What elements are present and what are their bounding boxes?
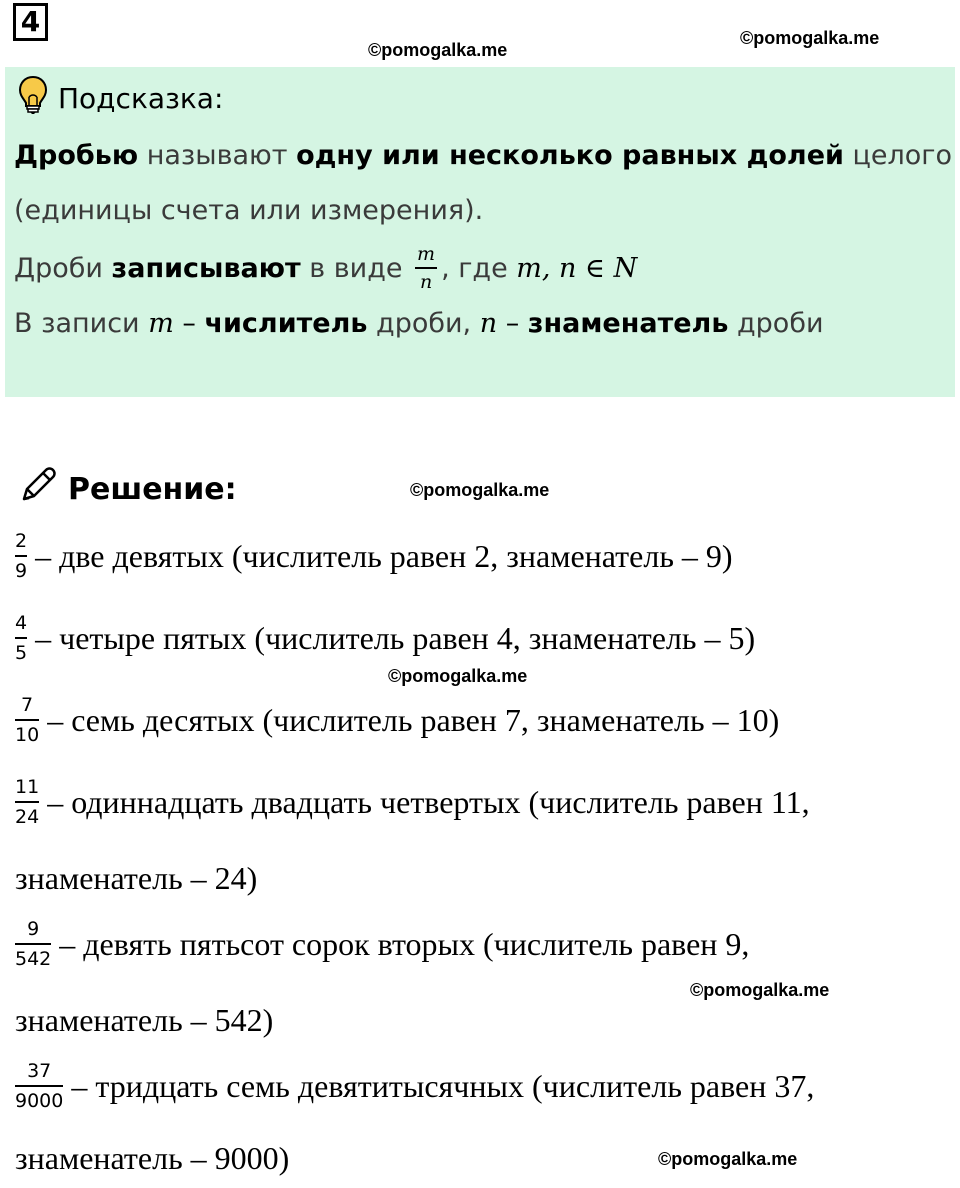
fraction-bar xyxy=(15,1085,63,1087)
fraction-description: – семь десятых (числитель равен 7, знаменатель – 10) xyxy=(47,701,780,738)
watermark: ©pomogalka.me xyxy=(690,980,830,1000)
hint-text: В записи xyxy=(14,308,149,339)
hint-text: называют xyxy=(138,140,297,171)
hint-text: дроби, xyxy=(367,308,480,339)
fraction-numerator: 37 xyxy=(27,1060,52,1082)
solution-row xyxy=(15,776,810,828)
fraction-description: – четыре пятых (числитель равен 4, знаменатель – 5) xyxy=(35,619,756,656)
solution-heading xyxy=(18,466,237,512)
hint-line-notation xyxy=(14,243,637,293)
fraction-numerator: 9 xyxy=(27,918,40,940)
fraction-denominator: 24 xyxy=(15,806,40,828)
fraction-description: – тридцать семь девятитысячных (числитель равен 37, xyxy=(71,1067,815,1104)
fraction-description: – две девятых (числитель равен 2, знаменатель – 9) xyxy=(35,537,733,574)
solution-row xyxy=(15,612,755,664)
watermark: ©pomogalka.me xyxy=(410,480,550,500)
solution-row xyxy=(15,694,779,746)
watermark: ©pomogalka.me xyxy=(658,1149,798,1169)
fraction xyxy=(15,1060,63,1112)
fraction-denominator: 9 xyxy=(15,560,28,582)
hint-text: , где xyxy=(441,252,517,284)
fraction-denominator: n xyxy=(419,271,433,293)
term-written: записывают xyxy=(111,252,301,284)
fraction-bar xyxy=(415,267,437,269)
hint-text: в виде xyxy=(300,252,412,284)
lightbulb-icon xyxy=(18,75,48,122)
fraction-numerator: 11 xyxy=(15,776,40,798)
solution-title: Решение: xyxy=(68,471,237,507)
fraction-bar xyxy=(15,943,51,945)
fraction xyxy=(15,694,39,746)
fraction-denominator: 542 xyxy=(15,948,52,970)
fraction-numerator: 4 xyxy=(15,612,28,634)
fraction-description: – девять пятьсот сорок вторых (числитель равен 9, xyxy=(59,925,750,962)
fraction xyxy=(15,918,51,970)
fraction-denominator: 10 xyxy=(15,724,40,746)
hint-text: дроби xyxy=(728,308,824,339)
term-denominator: знаменатель xyxy=(527,308,729,339)
fraction-description: – одиннадцать двадцать четвертых (числитель равен 11, xyxy=(47,783,810,820)
fraction-bar xyxy=(15,555,27,557)
hint-line-definition xyxy=(14,140,952,171)
solution-row-continuation: знаменатель – 24) xyxy=(15,860,258,896)
fraction-numerator: m xyxy=(417,243,436,265)
math-expression: m, n ∈ N xyxy=(516,252,638,284)
solution-row xyxy=(15,1060,814,1112)
solution-row xyxy=(15,918,749,970)
solution-row-continuation: знаменатель – 9000) xyxy=(15,1140,290,1176)
watermark: ©pomogalka.me xyxy=(388,666,528,686)
watermark: ©pomogalka.me xyxy=(368,40,508,60)
pencil-icon xyxy=(18,465,58,513)
fraction-bar xyxy=(15,637,27,639)
solution-row xyxy=(15,530,733,582)
hint-text: целого xyxy=(843,140,952,171)
fraction xyxy=(15,530,27,582)
hint-title: Подсказка: xyxy=(58,81,224,115)
hint-text: – xyxy=(497,308,528,339)
hint-line-terms xyxy=(14,308,824,339)
math-n: n xyxy=(479,308,498,339)
fraction-denominator: 5 xyxy=(15,642,28,664)
watermark: ©pomogalka.me xyxy=(740,28,880,48)
fraction-m-over-n xyxy=(415,243,437,293)
fraction xyxy=(15,612,27,664)
term-equal-parts: одну или несколько равных долей xyxy=(296,140,844,171)
hint-line-units: (единицы счета или измерения). xyxy=(14,195,484,226)
term-numerator: числитель xyxy=(204,308,368,339)
fraction-denominator: 9000 xyxy=(15,1090,64,1112)
hint-text: – xyxy=(173,308,205,339)
fraction xyxy=(15,776,39,828)
solution-row-continuation: знаменатель – 542) xyxy=(15,1002,274,1038)
term-fraction: Дробью xyxy=(14,140,139,171)
task-number: 4 xyxy=(13,3,48,41)
hint-heading xyxy=(18,76,223,120)
fraction-bar xyxy=(15,801,39,803)
math-m: m xyxy=(148,308,174,339)
hint-text: Дроби xyxy=(14,252,112,284)
fraction-numerator: 7 xyxy=(21,694,34,716)
fraction-bar xyxy=(15,719,39,721)
fraction-numerator: 2 xyxy=(15,530,28,552)
